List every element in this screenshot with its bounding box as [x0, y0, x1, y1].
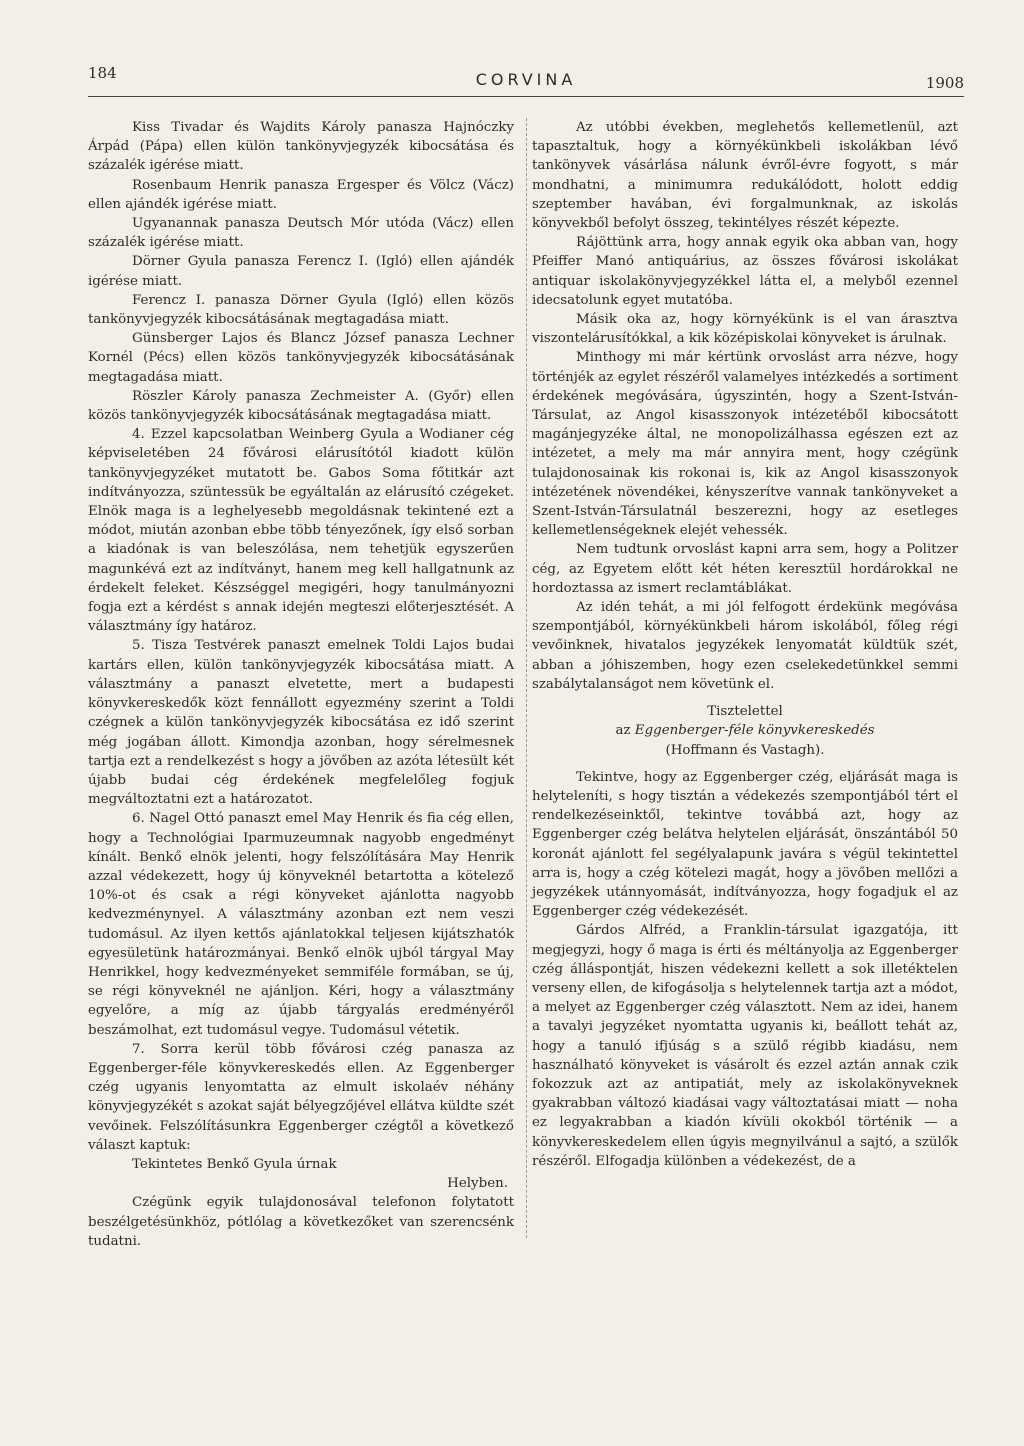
paragraph: 6. Nagel Ottó panaszt emel May Henrik és fia cég ellen, hogy a Technológiai Iparmuzeumnak nagyobb engedményt kínált. Benkő elnök jelenti, hogy felszólítására May Henrik azzal védekezett, hogy új könyveknél betartotta a kötelező 10%-ot és csak a régi könyveket ajánlotta nagyobb kedvezménynyel. A választmány azonban ezt nem veszi tudomásul. Az ilyen kettős ajánlatokkal teljesen kijátszhatók egyesületünk határozmányai. Benkő elnök ujból tárgyal May Henrikkel, hogy kedvezményeket semmiféle formában, se új, se régi könyveknél ne ajánljon. Kéri, hogy a választmány egyelőre, a míg az újabb tárgyalás eredményéről beszámolhat, ezt tudomásul vegye. Tudomásul vétetik.: [88, 811, 514, 1038]
paragraph: 7. Sorra kerül több fővárosi czég panasza az Eggenberger-féle könyvkereskedés ellen. Az Eggenberger czég ugyanis lenyomtatta az elmult iskolaév néhány könyvjegyzékét s azokat saját bélyegzőjével ellátva küldte szét vevőinek. Felszólításunkra Eggenberger czégtől a következő választ kaptuk:: [88, 1041, 514, 1153]
letter-paragraph: Az idén tehát, a mi jól felfogott érdekünk megóvása szempontjából, környékünkbeli három iskolából, főleg régi vevőinknek, hivatalos jegyzékek lenyomatát küldtük szét, abban a jóhiszemben, hogy ezen cselekedetünkkel semmi szabálytalanságot nem követünk el.: [532, 600, 958, 692]
signature-prefix: az: [615, 723, 631, 739]
paragraph: Ugyanannak panasza Deutsch Mór utóda (Vácz) ellen százalék igérése miatt.: [88, 216, 514, 251]
letter-paragraph: Minthogy mi már kértünk orvoslást arra nézve, hogy történjék az egylet részéről valamelyes intézkedés a sortiment érdekének megóvására, úgyszintén, hogy a Szent-István-Társulat, az Angol kisasszonyok intézetéből kibocsátott magánjegyzéke által, ne monopolizálhassa egészen ezt az intézetet, a mely ma már annyira ment, hogy czégünk tulajdonosainak kis rokonai is, kik az Angol kisasszonyok intézetének növendékei, kényszerítve vannak tankönyveket a Szent-István-Társulatnál beszerezni, hogy az esetleges kellemetlenségeknek elejét vehessék.: [532, 350, 958, 539]
letter-signature: [532, 721, 958, 740]
paragraph: Dörner Gyula panasza Ferencz I. (Igló) ellen ajándék igérése miatt.: [88, 254, 514, 289]
running-header: [88, 62, 964, 97]
paragraph: Gárdos Alfréd, a Franklin-társulat igazgatója, itt megjegyzi, hogy ő maga is érti és méltányolja az Eggenberger czég álláspontját, hiszen védekezni kellett a sok illetéktelen verseny ellen, de kifogásolja s helytelennek tartja azt a módot, a melyet az Eggenberger czég választott. Nem az idei, hanem a tavalyi jegyzéket nyomtatta ugyanis ki, beállott tehát az, hogy a tanuló ifjúság s a szülő régibb kiadásu, nem használható könyveket is vásárolt és ezzel aztán annak czik fokozzuk azt az antipatiát, mely az iskolakönyveknek gyakrabban változó kiadásai vagy változtatásai miatt — noha ez legyakrabban a kiadón kívüli okokból történik — a könyvkereskedelem ellen úgyis megnyilvánul a sajtó, a szülők részéről. Elfogadja különben a védekezést, de a: [532, 923, 958, 1169]
paragraph: Kiss Tivadar és Wajdits Károly panasza Hajnóczky Árpád (Pápa) ellen külön tankönyvjegyzék kibocsátása és százalék igérése miatt.: [88, 120, 514, 174]
year: 1908: [925, 74, 964, 92]
right-column: [532, 118, 958, 1171]
paragraph: Röszler Károly panasza Zechmeister A. (Győr) ellen közös tankönyvjegyzék kibocsátásának megtagadása miatt.: [88, 388, 514, 424]
letter-paragraph: Czégünk egyik tulajdonosával telefonon folytatott beszélgetésünkhöz, pótlólag a következőket van szerencsénk tudatni.: [88, 1195, 514, 1249]
letter-paragraph: Másik oka az, hogy környékünk is el van árasztva viszontelárusítókkal, a kik középiskolai könyveket is árulnak.: [532, 312, 958, 347]
paragraph: 4. Ezzel kapcsolatban Weinberg Gyula a Wodianer cég képviseletében 24 fővárosi elárusítótól kiadott külön tankönyvjegyzéket mutatott be. Gabos Soma főtitkár azt indítványozza, szüntessük be egyáltalán az elárusító czégeket. Elnök maga is a leghelyesebb megoldásnak tekintené ezt a módot, miután azonban ebbe több tényezőnek, így első sorban a kiadónak is van beleszólása, nem tehetjük egyszerűen magunkévá ezt az indítványt, hanem meg kell hallgatnunk az érdekelt feleket. Készséggel megigéri, hogy tanulmányozni fogja ezt a kérdést s annak idején megteszi előterjesztését. A választmány így határoz.: [88, 427, 514, 635]
paragraph: Rosenbaum Henrik panasza Ergesper és Völcz (Vácz) ellen ajándék igérése miatt.: [88, 177, 514, 212]
letter-place: Helyben.: [447, 1176, 508, 1192]
signature-name: Eggenberger-féle könyvkereskedés: [634, 723, 875, 739]
paragraph: 5. Tisza Testvérek panaszt emelnek Toldi Lajos budai kartárs ellen, külön tankönyvjegyzék kibocsátása miatt. A választmány a panaszt elvetette, mert a budapesti könyvkereskedők közt fennállott egyezmény szerint a Toldi czégnek a külön tankönyvjegyzék kibocsátása ez idő szerint még jogában állott. Kimondja azonban, hogy sérelmesnek tartja ezt a rendelkezést s hogy a jövőben az azóta létesült két újabb budai cég érdekének megfelelőleg fogjuk megváltoztatni ezt a határozatot.: [88, 638, 514, 808]
column-divider: [526, 118, 528, 1238]
paragraph: Tekintve, hogy az Eggenberger czég, eljárását maga is helyteleníti, s hogy tisztán a védekezés szempontjából tért el rendelkezéseinktől, tekintve továbbá azt, hogy az Eggenberger czég belátva helytelen eljárását, önszántából 50 koronát ajánlott fel segélyalapunk javára s végül tekintettel arra is, hogy a czég kötelezi magát, hogy a jövőben mellőzi a jegyzékek utánnyomását, indítványozza, hogy fogadjuk el az Eggenberger czég védekezését.: [532, 769, 958, 920]
letter-paragraph: Nem tudtunk orvoslást kapni arra sem, hogy a Politzer cég, az Egyetem előtt két héten keresztül hordárokkal ne hordoztassa az ismert reclamtáblákat.: [532, 542, 958, 596]
left-column: [88, 118, 514, 1251]
paragraph: Günsberger Lajos és Blancz József panasza Lechner Kornél (Pécs) ellen közös tankönyvjegyzék kibocsátásának megtagadása miatt.: [88, 331, 514, 385]
letter-paragraph: Rájöttünk arra, hogy annak egyik oka abban van, hogy Pfeiffer Manó antiquárius, az összes fővárosi iskolákat antiquar iskolakönyvjegyzékkel látta el, a melyből ezennel idecsatolunk egyet mutatóba.: [532, 235, 958, 308]
signature-sub: (Hoffmann és Vastagh).: [665, 742, 825, 758]
paragraph: Ferencz I. panasza Dörner Gyula (Igló) ellen közös tankönyvjegyzék kibocsátásának megtagadása miatt.: [88, 292, 514, 328]
letter-closing: Tisztelettel: [707, 704, 783, 720]
journal-title: CORVINA: [475, 70, 577, 89]
page-number: 184: [88, 64, 117, 82]
letter-salutation: Tekintetes Benkő Gyula úrnak: [132, 1156, 337, 1172]
letter-paragraph: Az utóbbi években, meglehetős kellemetlenül, azt tapasztaltuk, hogy a környékünkbeli iskolákban lévő tankönyvek vásárlása nálunk évről-évre fogyott, s már mondhatni, a minimumra redukálódott, holott eddig szeptember havában, évi forgalmunknak, az iskolás könyvekből befolyt összeg, tekintélyes részét képezte.: [532, 120, 958, 232]
